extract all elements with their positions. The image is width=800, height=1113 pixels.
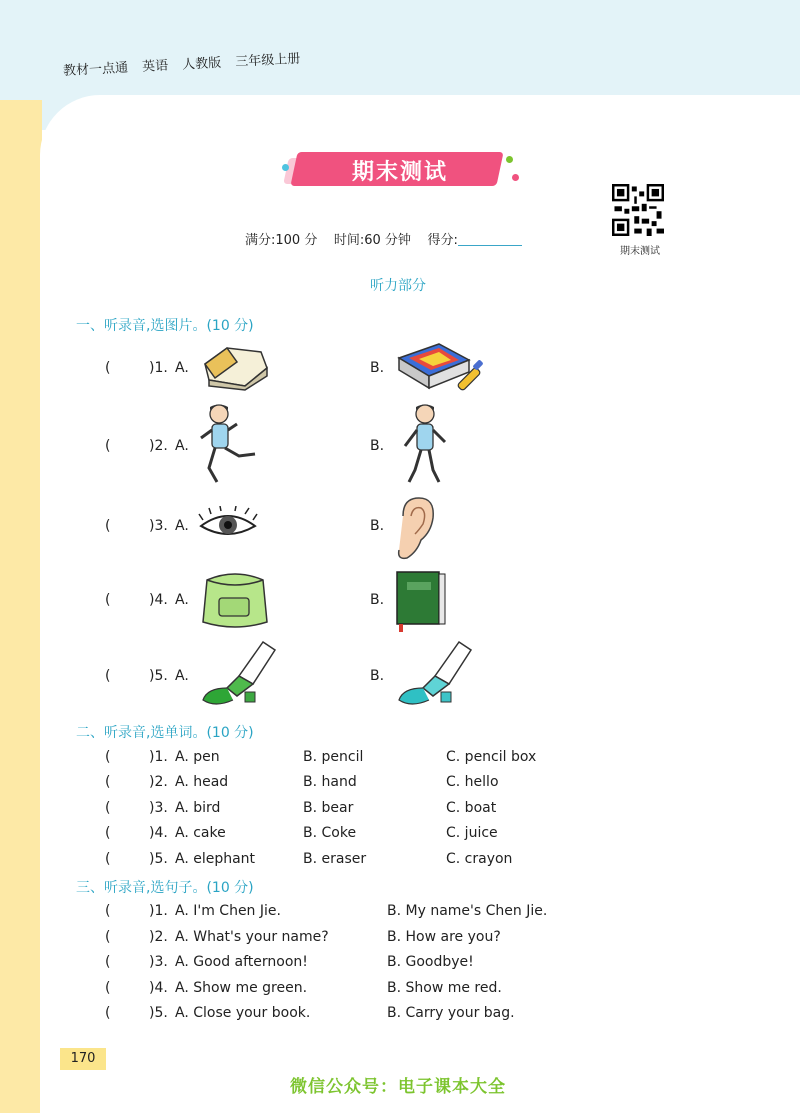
- option-a-label: A.: [175, 518, 189, 534]
- option-a: A. What's your name?: [175, 929, 329, 945]
- answer-paren[interactable]: (: [105, 903, 111, 919]
- title-banner: [280, 150, 520, 190]
- page-title: 期末测试: [351, 160, 448, 185]
- question-number: )1.: [149, 903, 168, 919]
- option-a-label: A.: [175, 592, 189, 608]
- question-number: )4.: [149, 592, 168, 608]
- option-c: C. boat: [446, 800, 497, 816]
- question-number: )4.: [149, 980, 168, 996]
- question-number: )1.: [149, 749, 168, 765]
- answer-paren[interactable]: (: [105, 774, 111, 790]
- option-b: B. My name's Chen Jie.: [387, 903, 548, 919]
- question-number: )4.: [149, 825, 168, 841]
- option-a: A. Good afternoon!: [175, 954, 308, 970]
- answer-paren[interactable]: (: [105, 518, 111, 534]
- picture-question-5: [105, 636, 525, 716]
- boy-jumping-icon[interactable]: [197, 402, 267, 488]
- option-a: A. Show me green.: [175, 980, 308, 996]
- option-b: B. Coke: [303, 825, 357, 841]
- section-1-title: 一、听录音,选图片。(10 分): [76, 318, 254, 334]
- cyan-paint-tube-icon[interactable]: [393, 638, 477, 710]
- option-b: B. How are you?: [387, 929, 501, 945]
- answer-paren[interactable]: (: [105, 800, 111, 816]
- option-b: B. eraser: [303, 851, 367, 867]
- answer-paren[interactable]: (: [105, 825, 111, 841]
- option-a: A. I'm Chen Jie.: [175, 903, 281, 919]
- option-c: C. juice: [446, 825, 498, 841]
- page-background-left: [0, 100, 42, 1113]
- book-icon[interactable]: [393, 568, 447, 632]
- option-b-label: B.: [370, 438, 385, 454]
- crayon-box-icon[interactable]: [395, 340, 495, 394]
- score-line: [245, 229, 522, 248]
- score-label: 得分:: [427, 233, 458, 248]
- picture-question-4: [105, 566, 525, 646]
- section-3-title: 三、听录音,选句子。(10 分): [76, 880, 254, 896]
- answer-paren[interactable]: (: [105, 360, 111, 376]
- option-a: A. Close your book.: [175, 1005, 311, 1021]
- ear-icon[interactable]: [393, 496, 437, 562]
- footer-watermark: 微信公众号：电子课本大全: [290, 1077, 506, 1097]
- answer-paren[interactable]: (: [105, 954, 111, 970]
- header-item: 英语: [141, 58, 169, 75]
- answer-paren[interactable]: (: [105, 749, 111, 765]
- question-number: )2.: [149, 929, 168, 945]
- answer-paren[interactable]: (: [105, 980, 111, 996]
- header-item: 三年级上册: [234, 51, 301, 70]
- option-b-label: B.: [370, 592, 385, 608]
- option-a: A. elephant: [175, 851, 256, 867]
- answer-paren[interactable]: (: [105, 592, 111, 608]
- header-item: 人教版: [181, 55, 222, 73]
- full-score: 满分:100 分: [245, 233, 318, 248]
- option-b: B. pencil: [303, 749, 364, 765]
- option-a: A. pen: [175, 749, 220, 765]
- answer-paren[interactable]: (: [105, 851, 111, 867]
- question-number: )5.: [149, 1005, 168, 1021]
- question-number: )5.: [149, 668, 168, 684]
- option-b: B. Carry your bag.: [387, 1005, 515, 1021]
- question-number: )3.: [149, 954, 168, 970]
- page-number: 170: [60, 1048, 106, 1070]
- option-a: A. bird: [175, 800, 221, 816]
- option-b: B. hand: [303, 774, 357, 790]
- eraser-icon[interactable]: [197, 342, 273, 392]
- option-c: C. pencil box: [446, 749, 537, 765]
- question-number: )5.: [149, 851, 168, 867]
- option-a-label: A.: [175, 668, 189, 684]
- option-a-label: A.: [175, 438, 189, 454]
- green-paint-tube-icon[interactable]: [197, 638, 281, 710]
- option-b: B. Show me red.: [387, 980, 502, 996]
- question-number: )1.: [149, 360, 168, 376]
- answer-paren[interactable]: (: [105, 668, 111, 684]
- part-title: 听力部分: [370, 278, 426, 294]
- header-item: 教材一点通: [62, 60, 129, 79]
- bag-icon[interactable]: [197, 568, 273, 632]
- option-a-label: A.: [175, 360, 189, 376]
- option-c: C. hello: [446, 774, 499, 790]
- eye-icon[interactable]: [197, 506, 259, 542]
- picture-question-3: [105, 496, 525, 576]
- question-number: )2.: [149, 438, 168, 454]
- option-c: C. crayon: [446, 851, 513, 867]
- qr-label: 期末测试: [620, 246, 660, 257]
- option-b: B. Goodbye!: [387, 954, 474, 970]
- answer-paren[interactable]: (: [105, 438, 111, 454]
- question-number: )3.: [149, 518, 168, 534]
- option-b-label: B.: [370, 668, 385, 684]
- boy-standing-icon[interactable]: [395, 402, 455, 488]
- question-number: )2.: [149, 774, 168, 790]
- qr-code-icon[interactable]: [612, 184, 664, 236]
- picture-question-2: [105, 400, 525, 480]
- question-number: )3.: [149, 800, 168, 816]
- answer-paren[interactable]: (: [105, 929, 111, 945]
- option-b: B. bear: [303, 800, 354, 816]
- option-b-label: B.: [370, 360, 385, 376]
- option-a: A. cake: [175, 825, 226, 841]
- answer-paren[interactable]: (: [105, 1005, 111, 1021]
- option-b-label: B.: [370, 518, 385, 534]
- option-a: A. head: [175, 774, 229, 790]
- score-blank[interactable]: [458, 234, 522, 246]
- section-2-title: 二、听录音,选单词。(10 分): [76, 725, 254, 741]
- time-limit: 时间:60 分钟: [333, 233, 411, 248]
